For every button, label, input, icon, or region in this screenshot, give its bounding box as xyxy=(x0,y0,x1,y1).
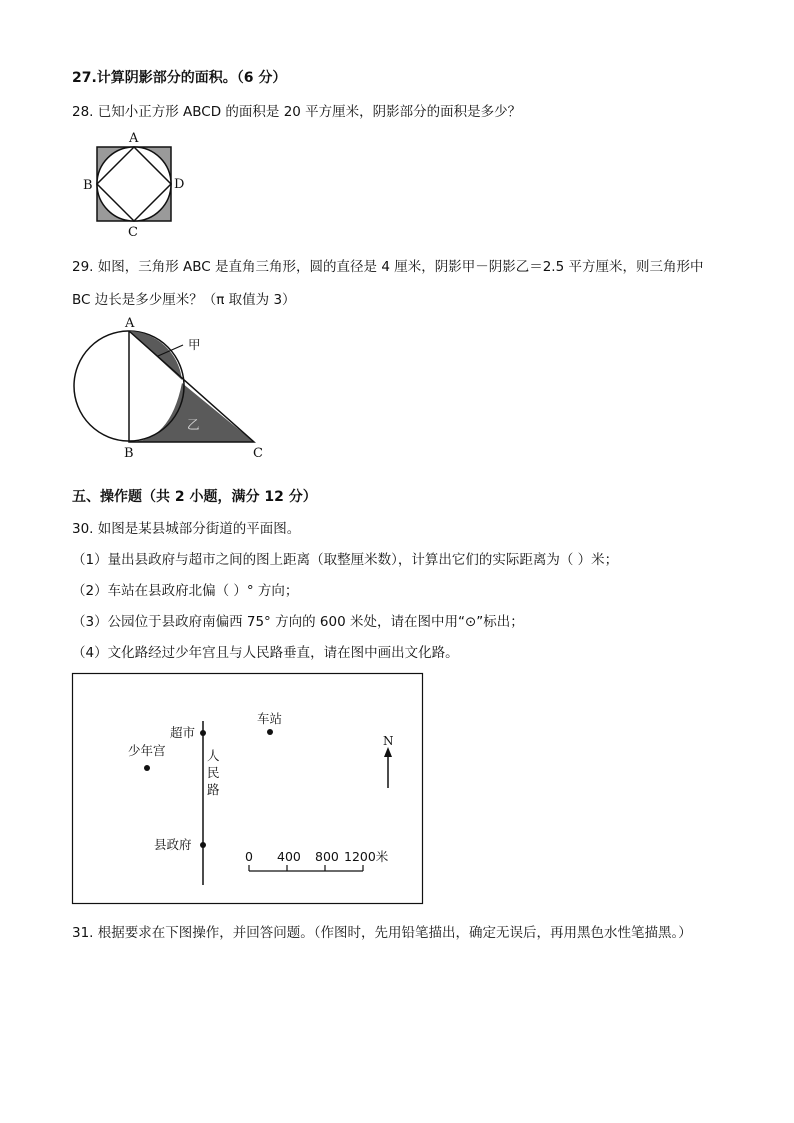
station-point xyxy=(267,729,273,735)
government-point xyxy=(200,842,206,848)
figure-28 xyxy=(80,128,200,240)
question-30-part-3: （3）公园位于县政府南偏西 75° 方向的 600 米处，请在图中用“⊙”标出； xyxy=(72,614,524,630)
label-a: A xyxy=(125,316,135,331)
road-char-3: 路 xyxy=(207,782,220,797)
north-arrow-head xyxy=(384,747,392,757)
scale-label-1200: 1200米 xyxy=(344,849,389,864)
station-label: 车站 xyxy=(257,711,283,726)
road-char-2: 民 xyxy=(207,765,220,780)
map-border xyxy=(73,674,423,904)
scale-label-0: 0 xyxy=(245,849,253,864)
label-jia: 甲 xyxy=(188,337,201,352)
government-label: 县政府 xyxy=(154,837,192,852)
question-29-text-line2: BC 边长是多少厘米？（π 取值为 3） xyxy=(72,292,296,308)
section-5-heading: 五、操作题（共 2 小题，满分 12 分） xyxy=(72,489,317,505)
figure-29 xyxy=(70,318,270,463)
youth-palace-label: 少年宫 xyxy=(128,743,166,758)
question-31-text: 31. 根据要求在下图操作，并回答问题。（作图时，先用铅笔描出，确定无误后，再用黑色水性笔描黑。） xyxy=(72,925,692,941)
question-30-text: 30. 如图是某县城部分街道的平面图。 xyxy=(72,521,301,537)
question-29-text-line1: 29. 如图，三角形 ABC 是直角三角形，圆的直径是 4 厘米，阴影甲－阴影乙＝2.5 平方厘米，则三角形中 xyxy=(72,259,704,275)
supermarket-label: 超市 xyxy=(170,725,196,740)
question-30-part-1: （1）量出县政府与超市之间的图上距离（取整厘米数），计算出它们的实际距离为（ ）米； xyxy=(72,552,619,568)
label-d: D xyxy=(174,177,185,192)
street-map xyxy=(72,673,424,905)
north-label: N xyxy=(383,734,394,748)
question-30-part-4: （4）文化路经过少年宫且与人民路垂直，请在图中画出文化路。 xyxy=(72,645,459,661)
road-char-1: 人 xyxy=(207,748,220,763)
youth-palace-point xyxy=(144,765,150,771)
label-b: B xyxy=(124,446,134,461)
scale-label-800: 800 xyxy=(315,849,339,864)
label-c: C xyxy=(128,225,138,240)
shade-yi xyxy=(129,383,254,442)
label-c: C xyxy=(253,446,263,461)
label-b: B xyxy=(83,178,93,193)
label-yi: 乙 xyxy=(187,417,200,432)
supermarket-point xyxy=(200,730,206,736)
question-30-part-2: （2）车站在县政府北偏（ ）° 方向； xyxy=(72,583,299,599)
label-a: A xyxy=(129,131,139,146)
question-28-text: 28. 已知小正方形 ABCD 的面积是 20 平方厘米，阴影部分的面积是多少？ xyxy=(72,104,522,120)
question-27-heading: 27.计算阴影部分的面积。（6 分） xyxy=(72,70,287,86)
scale-label-400: 400 xyxy=(277,849,301,864)
